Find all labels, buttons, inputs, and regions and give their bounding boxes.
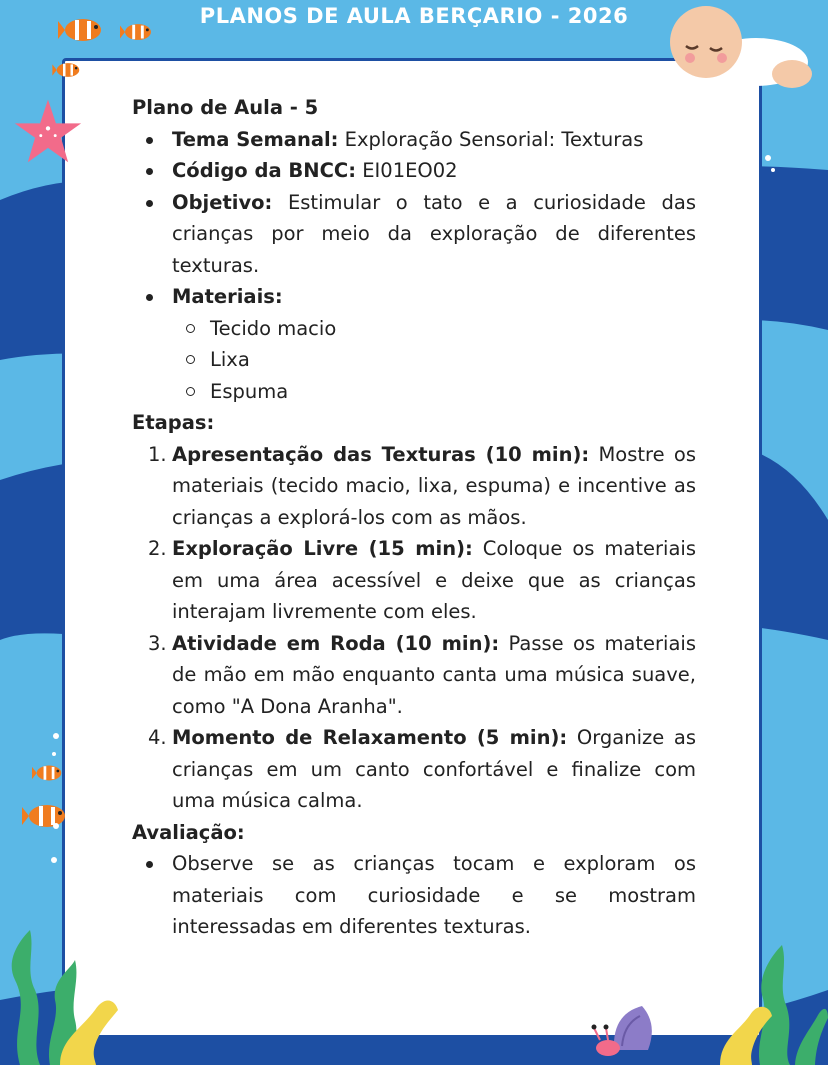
step-text: Mostre os materiais (tecido macio, lixa, espuma) e incentive as crianças a explorá-los com as mãos. <box>172 442 696 529</box>
list-item: Observe se as crianças tocam e exploram os materiais com curiosidade e se mostram interessadas em diferentes texturas. <box>172 848 696 943</box>
avaliacao-heading: Avaliação: <box>132 820 245 844</box>
step-item <box>148 439 696 534</box>
clownfish-icon <box>22 800 72 832</box>
item-label: Tema Semanal: <box>172 127 339 151</box>
step-number: 4. <box>148 726 167 749</box>
etapas-heading: Etapas: <box>132 411 215 434</box>
item-text: Estimular o tato e a curiosidade das crianças por meio da exploração de diferentes texturas. <box>172 190 696 277</box>
step-number: 2. <box>148 537 167 560</box>
step-item <box>148 533 696 628</box>
material-item: Tecido macio <box>210 313 696 345</box>
list-item <box>172 187 696 282</box>
clownfish-icon <box>52 60 84 80</box>
step-number: 3. <box>148 631 167 655</box>
step-label: Momento de Relaxamento (5 min): <box>172 726 568 749</box>
step-item <box>148 628 696 723</box>
bubbles-icon <box>48 730 64 870</box>
step-label: Exploração Livre (15 min): <box>172 537 473 560</box>
step-item <box>148 722 697 817</box>
lesson-plan <box>132 92 696 943</box>
step-text: Organize as crianças em um canto confortável e finalize com uma música calma. <box>172 726 697 812</box>
item-label: Código da BNCC: <box>172 159 357 182</box>
list-item <box>172 124 696 156</box>
avaliacao-list <box>132 848 696 943</box>
item-text: EI01EO02 <box>356 159 458 182</box>
clownfish-icon <box>120 20 156 44</box>
item-text: Exploração Sensorial: Texturas <box>338 127 644 151</box>
seaweed-icon <box>0 920 130 1065</box>
sleeping-baby-icon <box>660 0 816 92</box>
list-item <box>172 281 696 407</box>
starfish-icon <box>10 96 86 168</box>
material-item: Lixa <box>210 344 696 376</box>
materials-list <box>172 313 696 408</box>
bubbles-icon <box>762 150 778 180</box>
step-label: Atividade em Roda (10 min): <box>172 631 500 655</box>
clownfish-icon <box>58 14 108 46</box>
hermit-crab-icon <box>584 1000 662 1062</box>
page-header: PLANOS DE AULA BERÇARIO - 2026 <box>199 4 629 28</box>
plan-details <box>132 124 696 408</box>
coral-icon <box>700 930 828 1065</box>
step-text: Passe os materiais de mão em mão enquanto canta uma música suave, como "A Dona Aranha". <box>172 631 696 718</box>
step-text: Coloque os materiais em uma área acessível e deixe que as crianças interajam livremente com eles. <box>172 537 696 623</box>
item-label: Objetivo: <box>172 190 273 214</box>
list-item <box>172 155 696 187</box>
item-label: Materiais: <box>172 285 283 308</box>
plan-title: Plano de Aula - 5 <box>132 96 319 119</box>
steps-list <box>132 439 696 817</box>
material-item: Espuma <box>210 376 696 408</box>
step-label: Apresentação das Texturas (10 min): <box>172 442 590 466</box>
step-number: 1. <box>148 442 167 466</box>
